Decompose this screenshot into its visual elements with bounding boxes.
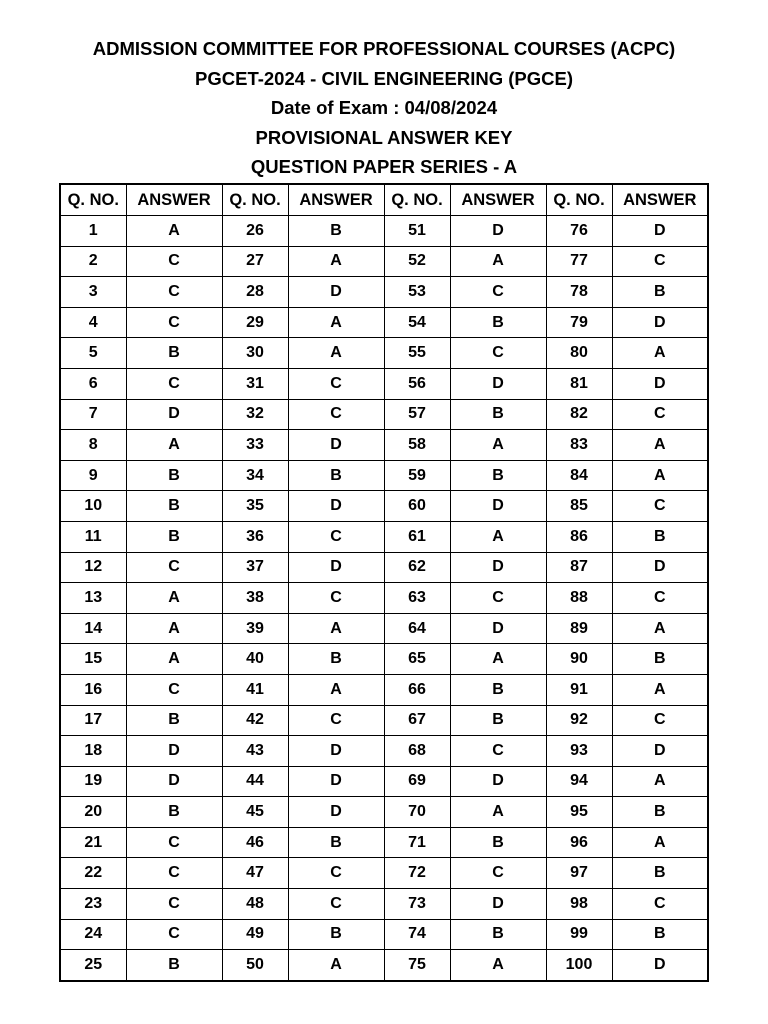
answer-cell: A [450,246,546,277]
table-row [60,368,708,399]
answer-key-title: PROVISIONAL ANSWER KEY [255,126,513,148]
column-header-answer: ANSWER [612,184,708,216]
question-number-cell: 4 [60,307,126,338]
question-number-cell: 85 [546,491,612,522]
column-header-answer: ANSWER [450,184,546,216]
answer-cell: A [288,246,384,277]
table-row [60,613,708,644]
answer-cell: B [612,858,708,889]
question-number-cell: 33 [222,430,288,461]
question-number-cell: 88 [546,583,612,614]
answer-cell: D [126,736,222,767]
question-number-cell: 51 [384,216,450,247]
question-number-cell: 35 [222,491,288,522]
question-number-cell: 22 [60,858,126,889]
answer-cell: C [612,399,708,430]
answer-cell: D [288,797,384,828]
question-number-cell: 69 [384,766,450,797]
question-number-cell: 14 [60,613,126,644]
table-row [60,277,708,308]
column-header-qno: Q. NO. [60,184,126,216]
question-number-cell: 23 [60,889,126,920]
series-title: QUESTION PAPER SERIES - A [250,156,518,177]
answer-cell: B [612,521,708,552]
question-number-cell: 93 [546,736,612,767]
question-number-cell: 41 [222,674,288,705]
answer-cell: D [288,491,384,522]
answer-cell: C [450,338,546,369]
question-number-cell: 3 [60,277,126,308]
question-number-cell: 92 [546,705,612,736]
answer-cell: D [288,736,384,767]
answer-cell: B [126,797,222,828]
answer-cell: B [612,797,708,828]
question-number-cell: 16 [60,674,126,705]
answer-cell: C [126,277,222,308]
table-row [60,460,708,491]
question-number-cell: 31 [222,368,288,399]
answer-cell: C [450,277,546,308]
question-number-cell: 58 [384,430,450,461]
answer-cell: B [126,491,222,522]
question-number-cell: 72 [384,858,450,889]
answer-key-body [60,216,708,981]
exam-title: PGCET-2024 - CIVIL ENGINEERING (PGCE) [195,67,573,89]
answer-cell: C [288,889,384,920]
question-number-cell: 28 [222,277,288,308]
table-row [60,705,708,736]
answer-cell: A [612,338,708,369]
question-number-cell: 81 [546,368,612,399]
question-number-cell: 12 [60,552,126,583]
question-number-cell: 83 [546,430,612,461]
answer-cell: B [126,521,222,552]
question-number-cell: 57 [384,399,450,430]
question-number-cell: 55 [384,338,450,369]
answer-cell: A [288,613,384,644]
answer-cell: B [450,460,546,491]
answer-cell: A [612,430,708,461]
answer-cell: B [288,827,384,858]
question-number-cell: 63 [384,583,450,614]
answer-cell: A [450,797,546,828]
answer-cell: A [288,338,384,369]
question-number-cell: 71 [384,827,450,858]
column-header-qno: Q. NO. [546,184,612,216]
question-number-cell: 19 [60,766,126,797]
committee-title: ADMISSION COMMITTEE FOR PROFESSIONAL COURSES (ACPC) [92,38,676,59]
answer-cell: C [612,889,708,920]
answer-cell: D [450,552,546,583]
answer-cell: C [612,705,708,736]
question-number-cell: 50 [222,950,288,981]
answer-cell: C [288,583,384,614]
question-number-cell: 74 [384,919,450,950]
answer-cell: B [450,399,546,430]
answer-cell: B [126,460,222,491]
question-number-cell: 46 [222,827,288,858]
answer-cell: C [126,827,222,858]
table-row [60,644,708,675]
answer-cell: C [126,368,222,399]
answer-cell: D [450,491,546,522]
question-number-cell: 87 [546,552,612,583]
answer-cell: B [126,950,222,981]
answer-cell: B [612,644,708,675]
answer-cell: C [288,705,384,736]
question-number-cell: 65 [384,644,450,675]
question-number-cell: 26 [222,216,288,247]
answer-cell: B [450,705,546,736]
answer-cell: A [288,307,384,338]
table-row [60,858,708,889]
answer-cell: D [612,552,708,583]
question-number-cell: 75 [384,950,450,981]
answer-cell: B [450,919,546,950]
table-row [60,399,708,430]
table-row [60,766,708,797]
answer-cell: C [126,674,222,705]
document-header [0,34,768,182]
question-number-cell: 18 [60,736,126,767]
table-row [60,950,708,981]
answer-cell: B [288,919,384,950]
question-number-cell: 29 [222,307,288,338]
question-number-cell: 5 [60,338,126,369]
question-number-cell: 95 [546,797,612,828]
question-number-cell: 39 [222,613,288,644]
answer-cell: A [612,460,708,491]
question-number-cell: 32 [222,399,288,430]
question-number-cell: 6 [60,368,126,399]
answer-cell: A [612,766,708,797]
answer-cell: A [126,583,222,614]
question-number-cell: 84 [546,460,612,491]
question-number-cell: 96 [546,827,612,858]
question-number-cell: 99 [546,919,612,950]
answer-cell: D [126,766,222,797]
answer-cell: D [450,889,546,920]
question-number-cell: 66 [384,674,450,705]
question-number-cell: 60 [384,491,450,522]
answer-cell: C [126,889,222,920]
answer-cell: B [288,460,384,491]
question-number-cell: 43 [222,736,288,767]
table-header-row [60,184,708,216]
question-number-cell: 98 [546,889,612,920]
answer-cell: D [288,277,384,308]
answer-cell: C [288,858,384,889]
answer-cell: B [450,827,546,858]
answer-cell: B [126,705,222,736]
answer-cell: A [612,827,708,858]
question-number-cell: 67 [384,705,450,736]
question-number-cell: 8 [60,430,126,461]
table-row [60,246,708,277]
column-header-qno: Q. NO. [222,184,288,216]
answer-cell: D [612,950,708,981]
answer-cell: C [126,552,222,583]
question-number-cell: 7 [60,399,126,430]
question-number-cell: 73 [384,889,450,920]
question-number-cell: 80 [546,338,612,369]
answer-cell: D [450,766,546,797]
answer-key-table [59,183,709,982]
question-number-cell: 1 [60,216,126,247]
question-number-cell: 79 [546,307,612,338]
question-number-cell: 97 [546,858,612,889]
answer-cell: B [450,307,546,338]
answer-cell: C [450,736,546,767]
question-number-cell: 62 [384,552,450,583]
answer-cell: A [126,613,222,644]
answer-cell: C [126,307,222,338]
answer-cell: C [450,583,546,614]
answer-cell: D [126,399,222,430]
answer-cell: A [288,950,384,981]
exam-date: Date of Exam : 04/08/2024 [270,97,498,118]
answer-cell: D [612,216,708,247]
answer-cell: C [126,919,222,950]
answer-cell: C [288,368,384,399]
answer-cell: C [126,246,222,277]
answer-cell: D [450,613,546,644]
question-number-cell: 2 [60,246,126,277]
question-number-cell: 61 [384,521,450,552]
answer-cell: A [450,430,546,461]
question-number-cell: 36 [222,521,288,552]
question-number-cell: 77 [546,246,612,277]
question-number-cell: 53 [384,277,450,308]
table-row [60,552,708,583]
question-number-cell: 13 [60,583,126,614]
question-number-cell: 45 [222,797,288,828]
question-number-cell: 48 [222,889,288,920]
table-row [60,919,708,950]
question-number-cell: 38 [222,583,288,614]
table-row [60,583,708,614]
question-number-cell: 100 [546,950,612,981]
table-row [60,674,708,705]
answer-cell: B [612,919,708,950]
question-number-cell: 34 [222,460,288,491]
answer-cell: A [126,644,222,675]
table-row [60,827,708,858]
column-header-answer: ANSWER [288,184,384,216]
question-number-cell: 68 [384,736,450,767]
answer-cell: A [450,950,546,981]
answer-cell: D [288,766,384,797]
question-number-cell: 30 [222,338,288,369]
table-row [60,521,708,552]
answer-cell: C [450,858,546,889]
answer-cell: A [450,521,546,552]
answer-cell: D [450,216,546,247]
question-number-cell: 76 [546,216,612,247]
answer-cell: D [450,368,546,399]
question-number-cell: 9 [60,460,126,491]
answer-cell: B [288,216,384,247]
question-number-cell: 94 [546,766,612,797]
question-number-cell: 59 [384,460,450,491]
table-row [60,797,708,828]
question-number-cell: 27 [222,246,288,277]
table-row [60,216,708,247]
question-number-cell: 91 [546,674,612,705]
answer-cell: B [612,277,708,308]
answer-cell: C [126,858,222,889]
answer-cell: A [612,674,708,705]
answer-cell: A [288,674,384,705]
answer-cell: D [612,736,708,767]
question-number-cell: 42 [222,705,288,736]
question-number-cell: 56 [384,368,450,399]
answer-cell: B [288,644,384,675]
question-number-cell: 78 [546,277,612,308]
question-number-cell: 82 [546,399,612,430]
question-number-cell: 47 [222,858,288,889]
answer-cell: D [612,307,708,338]
question-number-cell: 49 [222,919,288,950]
question-number-cell: 10 [60,491,126,522]
question-number-cell: 52 [384,246,450,277]
question-number-cell: 89 [546,613,612,644]
table-row [60,889,708,920]
question-number-cell: 17 [60,705,126,736]
column-header-qno: Q. NO. [384,184,450,216]
question-number-cell: 44 [222,766,288,797]
table-row [60,491,708,522]
question-number-cell: 70 [384,797,450,828]
question-number-cell: 15 [60,644,126,675]
answer-cell: D [612,368,708,399]
question-number-cell: 37 [222,552,288,583]
answer-cell: B [126,338,222,369]
answer-cell: D [288,430,384,461]
answer-cell: C [612,583,708,614]
answer-cell: C [612,246,708,277]
table-row [60,736,708,767]
question-number-cell: 90 [546,644,612,675]
question-number-cell: 64 [384,613,450,644]
answer-cell: A [450,644,546,675]
table-row [60,307,708,338]
question-number-cell: 21 [60,827,126,858]
answer-cell: A [612,613,708,644]
question-number-cell: 86 [546,521,612,552]
question-number-cell: 25 [60,950,126,981]
table-row [60,338,708,369]
answer-cell: A [126,216,222,247]
column-header-answer: ANSWER [126,184,222,216]
question-number-cell: 11 [60,521,126,552]
answer-cell: A [126,430,222,461]
table-row [60,430,708,461]
answer-cell: C [288,399,384,430]
answer-cell: D [288,552,384,583]
answer-cell: B [450,674,546,705]
question-number-cell: 24 [60,919,126,950]
question-number-cell: 40 [222,644,288,675]
question-number-cell: 54 [384,307,450,338]
answer-cell: C [612,491,708,522]
question-number-cell: 20 [60,797,126,828]
answer-cell: C [288,521,384,552]
